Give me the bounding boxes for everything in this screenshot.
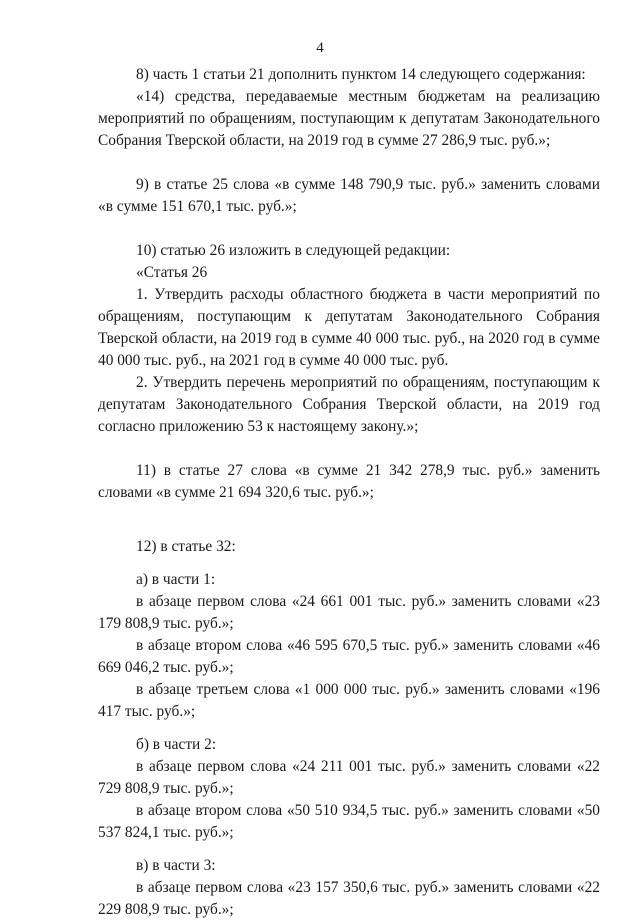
- part-2-item-1: в абзаце первом слова «24 211 001 тыс. руб.» заменить словами «22 729 808,9 тыс. руб.»;: [98, 758, 600, 797]
- document-body: [98, 64, 600, 921]
- part-1-item-2: в абзаце втором слова «46 595 670,5 тыс. руб.» заменить словами «46 669 046,2 тыс. руб.»;: [98, 637, 600, 676]
- paragraph-11: 11) в статье 27 слова «в сумме 21 342 278,9 тыс. руб.» заменить словами «в сумме 21 694 320,6 тыс. руб.»;: [98, 462, 600, 501]
- part-1-item-1: в абзаце первом слова «24 661 001 тыс. руб.» заменить словами «23 179 808,9 тыс. руб.»;: [98, 593, 600, 632]
- paragraph-9: 9) в статье 25 слова «в сумме 148 790,9 тыс. руб.» заменить словами «в сумме 151 670,1 тыс. руб.»;: [98, 176, 600, 215]
- paragraph-10: 10) статью 26 изложить в следующей редакции:: [136, 242, 451, 259]
- article-26-item-1: 1. Утвердить расходы областного бюджета в части мероприятий по обращениям, поступающим к депутатам Законодательного Собрания Тверской области, на 2019 год в сумме 40 000 тыс. руб., на 2020 год в сумме 40 000 тыс. руб., на 2021 год в сумме 40 000 тыс. руб.: [98, 286, 600, 369]
- paragraph-12: 12) в статье 32:: [136, 538, 236, 555]
- article-26-item-2: 2. Утвердить перечень мероприятий по обращениям, поступающим к депутатам Законодательного Собрания Тверской области, на 2019 год согласно приложению 53 к настоящему закону.»;: [98, 374, 600, 435]
- part-1-heading: а) в части 1:: [136, 571, 216, 588]
- part-2-item-2: в абзаце втором слова «50 510 934,5 тыс. руб.» заменить словами «50 537 824,1 тыс. руб.»;: [98, 802, 600, 841]
- paragraph-8: 8) часть 1 статьи 21 дополнить пунктом 14 следующего содержания:: [136, 66, 586, 83]
- part-1-item-3: в абзаце третьем слова «1 000 000 тыс. руб.» заменить словами «196 417 тыс. руб.»;: [98, 681, 600, 720]
- part-3-item-1: в абзаце первом слова «23 157 350,6 тыс. руб.» заменить словами «22 229 808,9 тыс. руб.»;: [98, 879, 600, 918]
- paragraph-8-text: «14) средства, передаваемые местным бюджетам на реализацию мероприятий по обращениям, поступающим к депутатам Законодательного Собрания Тверской области, на 2019 год в сумме 27 286,9 тыс. руб.»;: [98, 88, 600, 149]
- part-2-heading: б) в части 2:: [136, 736, 217, 753]
- page-number: 4: [316, 40, 324, 56]
- article-26-heading: «Статья 26: [136, 264, 208, 281]
- part-3-heading: в) в части 3:: [136, 857, 216, 874]
